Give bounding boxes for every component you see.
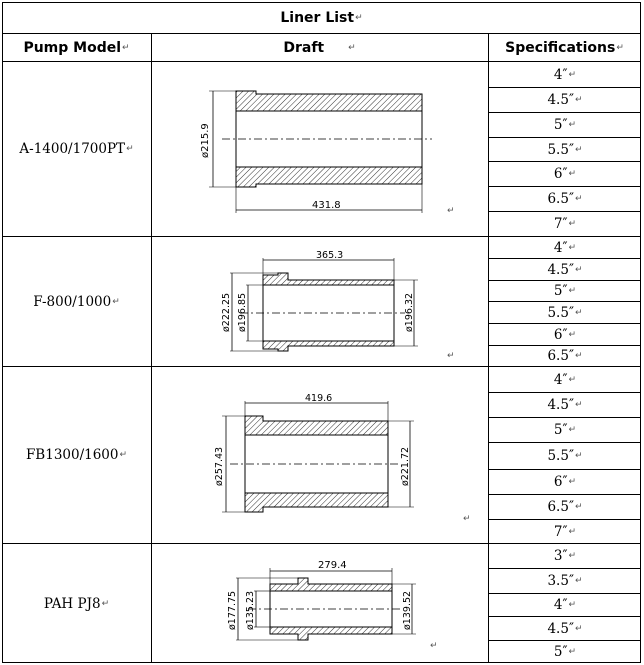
dim-label: ø139.52 bbox=[402, 590, 413, 630]
spec-cell: 5.5″ ↵ bbox=[547, 141, 583, 158]
dim-label: ø215.9 bbox=[200, 123, 211, 158]
drawing-f800 bbox=[230, 258, 418, 351]
spec-cell: 5″ ↵ bbox=[553, 422, 577, 438]
spec-cell: 4″ ↵ bbox=[553, 239, 577, 256]
spec-cell: 4.5″ ↵ bbox=[547, 620, 583, 637]
spec-cell: 4″ ↵ bbox=[553, 597, 577, 613]
pump-model-1: A-1400/1700PT ↵ bbox=[19, 141, 134, 157]
spec-cell: 4.5″ ↵ bbox=[547, 261, 583, 278]
spec-cell: 6.5″ ↵ bbox=[547, 499, 583, 515]
spec-cell: 5.5″ ↵ bbox=[547, 448, 583, 464]
dim-label: ø135.23 bbox=[245, 590, 256, 630]
spec-cell: 5.5″ ↵ bbox=[547, 304, 583, 321]
dim-label: ø196.32 bbox=[404, 292, 415, 332]
spec-cell: 6.5″ ↵ bbox=[547, 191, 583, 207]
dim-label: ø177.75 bbox=[227, 590, 238, 630]
spec-cell: 5″ ↵ bbox=[553, 117, 577, 133]
spec-cell: 6.5″ ↵ bbox=[547, 348, 583, 364]
dim-label: ø196.85 bbox=[237, 292, 248, 332]
spec-cell: 5″ ↵ bbox=[553, 283, 577, 299]
dim-label: ø257.43 bbox=[214, 446, 225, 486]
drawing-pah-pj8 bbox=[236, 568, 416, 640]
pump-model-4: PAH PJ8 ↵ bbox=[43, 595, 110, 612]
dim-label: ø222.25 bbox=[221, 292, 232, 332]
spec-cell: 4.5″ ↵ bbox=[547, 397, 583, 413]
table-title: Liner List ↵ bbox=[280, 10, 363, 26]
spec-cell: 4.5″ ↵ bbox=[547, 92, 583, 108]
dim-label: 365.3 bbox=[316, 250, 344, 261]
drawing-a1400 bbox=[209, 91, 432, 213]
spec-cell: 4″ ↵ bbox=[553, 371, 577, 388]
spec-cell: 3.5″ ↵ bbox=[547, 573, 583, 589]
dim-label: 431.8 bbox=[312, 200, 341, 211]
spec-cell: 7″ ↵ bbox=[553, 216, 577, 232]
pump-model-2: F-800/1000 ↵ bbox=[33, 293, 120, 310]
dim-label: ø221.72 bbox=[400, 446, 411, 486]
header-pump-model: Pump Model ↵ bbox=[23, 39, 130, 56]
spec-cell: 3″ ↵ bbox=[553, 548, 577, 564]
header-specifications: Specifications ↵ bbox=[505, 39, 624, 56]
spec-cell: 6″ ↵ bbox=[553, 166, 577, 182]
spec-cell: 6″ ↵ bbox=[553, 326, 577, 343]
spec-cell: 7″ ↵ bbox=[553, 523, 577, 540]
spec-cell: 4″ ↵ bbox=[553, 66, 577, 83]
dim-label: 279.4 bbox=[318, 560, 347, 571]
drawing-fb1300 bbox=[222, 401, 414, 512]
header-draft: Draft ↵ bbox=[283, 39, 356, 56]
dim-label: 419.6 bbox=[305, 393, 333, 404]
spec-cell: 6″ ↵ bbox=[553, 474, 577, 490]
pump-model-3: FB1300/1600 ↵ bbox=[25, 447, 128, 463]
spec-cell: 5″ ↵ bbox=[553, 644, 577, 660]
